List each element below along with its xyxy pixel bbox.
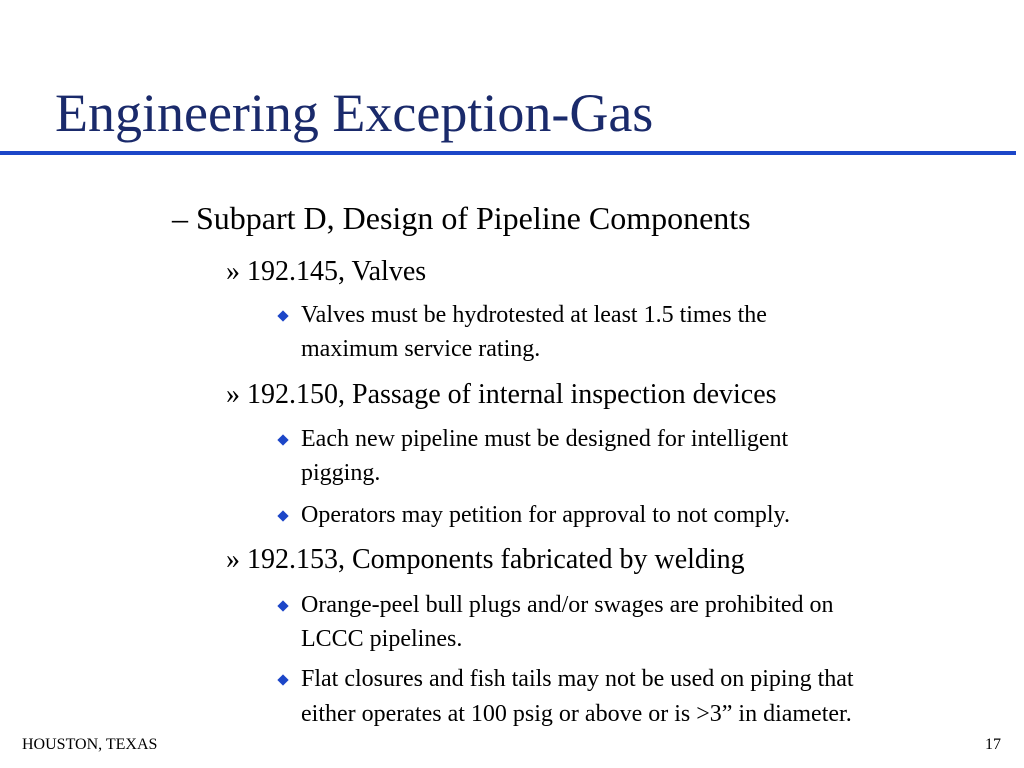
bullet-line: Flat closures and fish tails may not be used on piping that: [301, 666, 854, 692]
bullet-line: maximum service rating.: [301, 336, 541, 362]
section-heading-inspection: [226, 378, 777, 412]
bullet-line: pigging.: [301, 460, 381, 486]
section-heading-text: 192.150, Passage of internal inspection devices: [247, 379, 777, 410]
dash-marker: –: [172, 200, 188, 236]
chevron-marker: »: [226, 544, 240, 575]
subpart-heading: [172, 198, 751, 238]
chevron-marker: »: [226, 256, 240, 287]
diamond-bullet-icon: [277, 310, 288, 321]
section-heading-welding: [226, 543, 745, 577]
chevron-marker: »: [226, 379, 240, 410]
subpart-heading-text: Subpart D, Design of Pipeline Components: [196, 200, 751, 236]
section-heading-valves: [226, 255, 426, 289]
bullet-line: Valves must be hydrotested at least 1.5 times the: [301, 302, 767, 328]
bullet-line: Orange-peel bull plugs and/or swages are prohibited on: [301, 592, 834, 618]
bullet-line: LCCC pipelines.: [301, 626, 463, 652]
bullet-line: either operates at 100 psig or above or is >3” in diameter.: [301, 701, 852, 727]
footer-location: HOUSTON, TEXAS: [22, 736, 158, 753]
bullet-line: Operators may petition for approval to not comply.: [301, 502, 790, 528]
diamond-bullet-icon: [277, 674, 288, 685]
diamond-bullet-icon: [277, 434, 288, 445]
diamond-bullet-icon: [277, 600, 288, 611]
section-heading-text: 192.153, Components fabricated by welding: [247, 544, 745, 575]
bullet-line: Each new pipeline must be designed for intelligent: [301, 426, 789, 452]
page-number: 17: [985, 736, 1001, 753]
diamond-bullet-icon: [277, 510, 288, 521]
title-underline: [0, 151, 1016, 155]
section-heading-text: 192.145, Valves: [247, 256, 427, 287]
slide-title: Engineering Exception-Gas: [55, 83, 654, 143]
